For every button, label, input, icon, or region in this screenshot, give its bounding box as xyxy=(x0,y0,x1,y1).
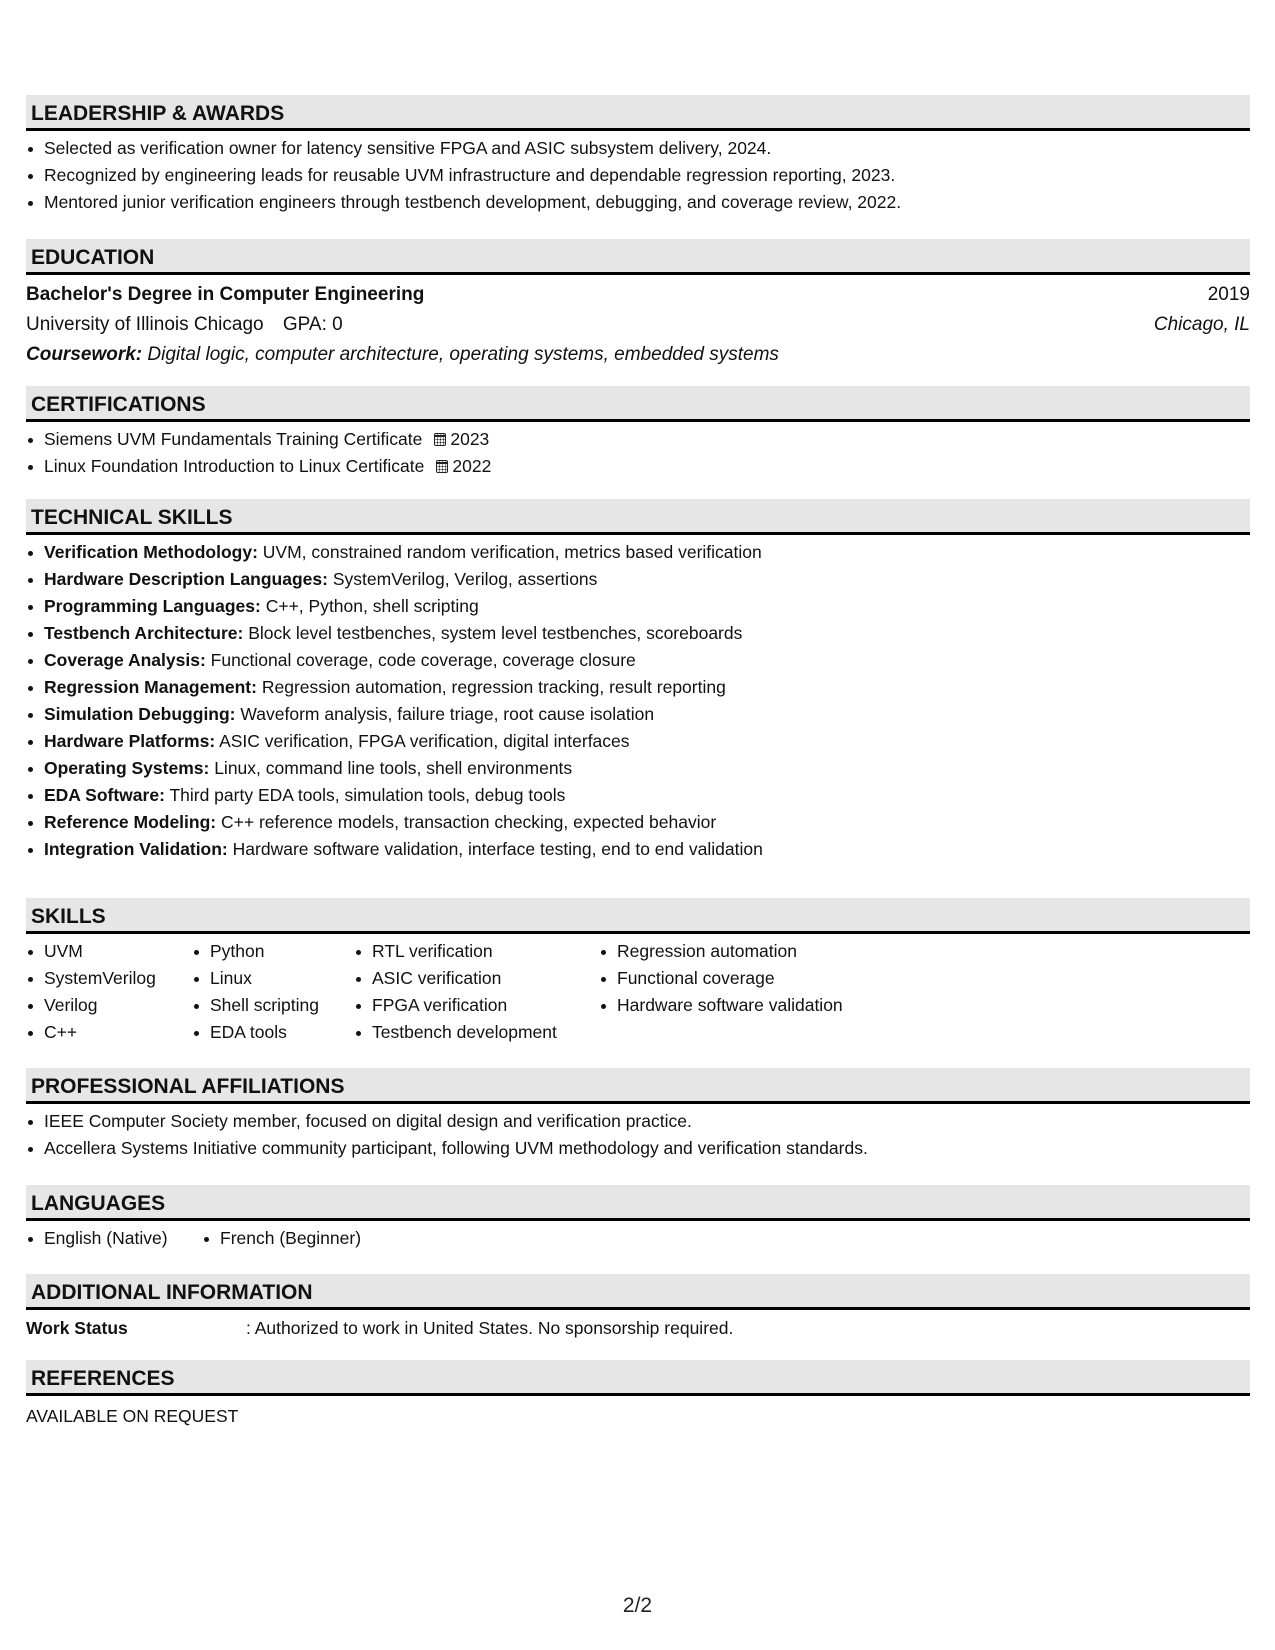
education-heading: EDUCATION xyxy=(26,239,1250,275)
list-item xyxy=(26,836,1250,863)
languages-list xyxy=(26,1225,1250,1252)
list-item xyxy=(26,728,1250,755)
skill-category-label: Integration Validation: xyxy=(44,839,228,859)
list-item: Linux xyxy=(192,965,319,992)
certification-year: 2023 xyxy=(450,429,490,449)
coursework-label: Coursework: xyxy=(26,344,143,365)
list-item: IEEE Computer Society member, focused on digital design and verification practice. xyxy=(26,1108,1250,1135)
work-status-value: : Authorized to work in United States. No sponsorship required. xyxy=(246,1318,734,1338)
list-item: EDA tools xyxy=(192,1019,319,1046)
skills-column xyxy=(26,938,156,1046)
skill-category-label: Programming Languages: xyxy=(44,596,261,616)
skill-category-label: Reference Modeling: xyxy=(44,812,217,832)
list-item: Selected as verification owner for latency sensitive FPGA and ASIC subsystem delivery, 2024. xyxy=(26,135,1250,162)
list-item: Functional coverage xyxy=(599,965,843,992)
list-item xyxy=(26,701,1250,728)
skill-category-value: Functional coverage, code coverage, coverage closure xyxy=(210,650,636,670)
gpa: GPA: 0 xyxy=(282,314,343,335)
technical-skills-section xyxy=(26,499,1250,863)
skills-columns xyxy=(26,938,1250,1048)
list-item xyxy=(26,539,1250,566)
skills-column xyxy=(354,938,557,1046)
list-item xyxy=(26,647,1250,674)
coursework-text: Digital logic, computer architecture, operating systems, embedded systems xyxy=(147,344,779,365)
work-status-row xyxy=(26,1313,1250,1343)
languages-heading: LANGUAGES xyxy=(26,1185,1250,1221)
skill-category-label: Regression Management: xyxy=(44,677,257,697)
list-item: French (Beginner) xyxy=(202,1225,361,1252)
skill-category-value: UVM, constrained random verification, metrics based verification xyxy=(262,542,762,562)
list-item: RTL verification xyxy=(354,938,557,965)
list-item: Python xyxy=(192,938,319,965)
additional-info-heading: ADDITIONAL INFORMATION xyxy=(26,1274,1250,1310)
skill-category-value: C++, Python, shell scripting xyxy=(265,596,479,616)
skill-category-value: C++ reference models, transaction checking, expected behavior xyxy=(221,812,717,832)
school-location: Chicago, IL xyxy=(1153,314,1250,335)
list-item xyxy=(26,674,1250,701)
leadership-heading: LEADERSHIP & AWARDS xyxy=(26,95,1250,131)
skill-category-value: Hardware software validation, interface testing, end to end validation xyxy=(232,839,763,859)
list-item: SystemVerilog xyxy=(26,965,156,992)
affiliations-section xyxy=(26,1068,1250,1162)
references-text: AVAILABLE ON REQUEST xyxy=(26,1406,239,1426)
skills-heading: SKILLS xyxy=(26,898,1250,934)
technical-skills-heading: TECHNICAL SKILLS xyxy=(26,499,1250,535)
education-section xyxy=(26,239,1250,370)
page-number: 2/2 xyxy=(622,1594,653,1617)
list-item: FPGA verification xyxy=(354,992,557,1019)
leadership-list xyxy=(26,135,1250,216)
skill-category-label: Verification Methodology: xyxy=(44,542,258,562)
certifications-section xyxy=(26,386,1250,480)
list-item: Regression automation xyxy=(599,938,843,965)
list-item: Verilog xyxy=(26,992,156,1019)
list-item: ASIC verification xyxy=(354,965,557,992)
additional-info-section xyxy=(26,1274,1250,1343)
skills-column xyxy=(192,938,319,1046)
list-item: Mentored junior verification engineers through testbench development, debugging, and coverage review, 2022. xyxy=(26,189,1250,216)
affiliations-heading: PROFESSIONAL AFFILIATIONS xyxy=(26,1068,1250,1104)
languages-section xyxy=(26,1185,1250,1252)
skill-category-value: SystemVerilog, Verilog, assertions xyxy=(332,569,598,589)
skill-category-label: Operating Systems: xyxy=(44,758,210,778)
list-item xyxy=(26,593,1250,620)
certification-name: Siemens UVM Fundamentals Training Certificate xyxy=(44,429,423,449)
school-name: University of Illinois Chicago xyxy=(26,314,264,335)
list-item: Accellera Systems Initiative community participant, following UVM methodology and verification standards. xyxy=(26,1135,1250,1162)
skill-category-label: Testbench Architecture: xyxy=(44,623,244,643)
affiliations-list xyxy=(26,1108,1250,1162)
skill-category-label: Simulation Debugging: xyxy=(44,704,236,724)
skill-category-label: Hardware Description Languages: xyxy=(44,569,328,589)
work-status-label: Work Status xyxy=(26,1318,128,1338)
skill-category-value: Waveform analysis, failure triage, root cause isolation xyxy=(240,704,655,724)
skill-category-label: EDA Software: xyxy=(44,785,165,805)
certifications-list xyxy=(26,426,1250,480)
calendar-icon xyxy=(434,433,446,446)
skill-category-value: ASIC verification, FPGA verification, digital interfaces xyxy=(219,731,630,751)
skills-section xyxy=(26,898,1250,1048)
list-item xyxy=(26,620,1250,647)
list-item: Recognized by engineering leads for reusable UVM infrastructure and dependable regression reporting, 2023. xyxy=(26,162,1250,189)
skill-category-value: Regression automation, regression tracking, result reporting xyxy=(261,677,726,697)
list-item xyxy=(26,426,1250,453)
skill-category-value: Block level testbenches, system level testbenches, scoreboards xyxy=(248,623,743,643)
technical-skills-list xyxy=(26,539,1250,863)
certification-name: Linux Foundation Introduction to Linux Certificate xyxy=(44,456,425,476)
skill-category-value: Linux, command line tools, shell environments xyxy=(214,758,573,778)
list-item: Shell scripting xyxy=(192,992,319,1019)
list-item xyxy=(26,453,1250,480)
list-item: C++ xyxy=(26,1019,156,1046)
references-section xyxy=(26,1360,1250,1431)
list-item: Hardware software validation xyxy=(599,992,843,1019)
list-item xyxy=(26,566,1250,593)
certification-year: 2022 xyxy=(452,456,492,476)
references-heading: REFERENCES xyxy=(26,1360,1250,1396)
leadership-section xyxy=(26,95,1250,216)
graduation-year: 2019 xyxy=(1207,284,1250,305)
skill-category-label: Coverage Analysis: xyxy=(44,650,206,670)
skills-column xyxy=(599,938,843,1019)
certifications-heading: CERTIFICATIONS xyxy=(26,386,1250,422)
list-item xyxy=(26,782,1250,809)
list-item: UVM xyxy=(26,938,156,965)
list-item: English (Native) xyxy=(26,1225,168,1252)
list-item xyxy=(26,755,1250,782)
education-entry xyxy=(26,280,1250,370)
skill-category-label: Hardware Platforms: xyxy=(44,731,216,751)
skill-category-value: Third party EDA tools, simulation tools, debug tools xyxy=(169,785,566,805)
list-item: Testbench development xyxy=(354,1019,557,1046)
degree-title: Bachelor's Degree in Computer Engineering xyxy=(26,284,425,305)
list-item xyxy=(26,809,1250,836)
calendar-icon xyxy=(436,460,448,473)
